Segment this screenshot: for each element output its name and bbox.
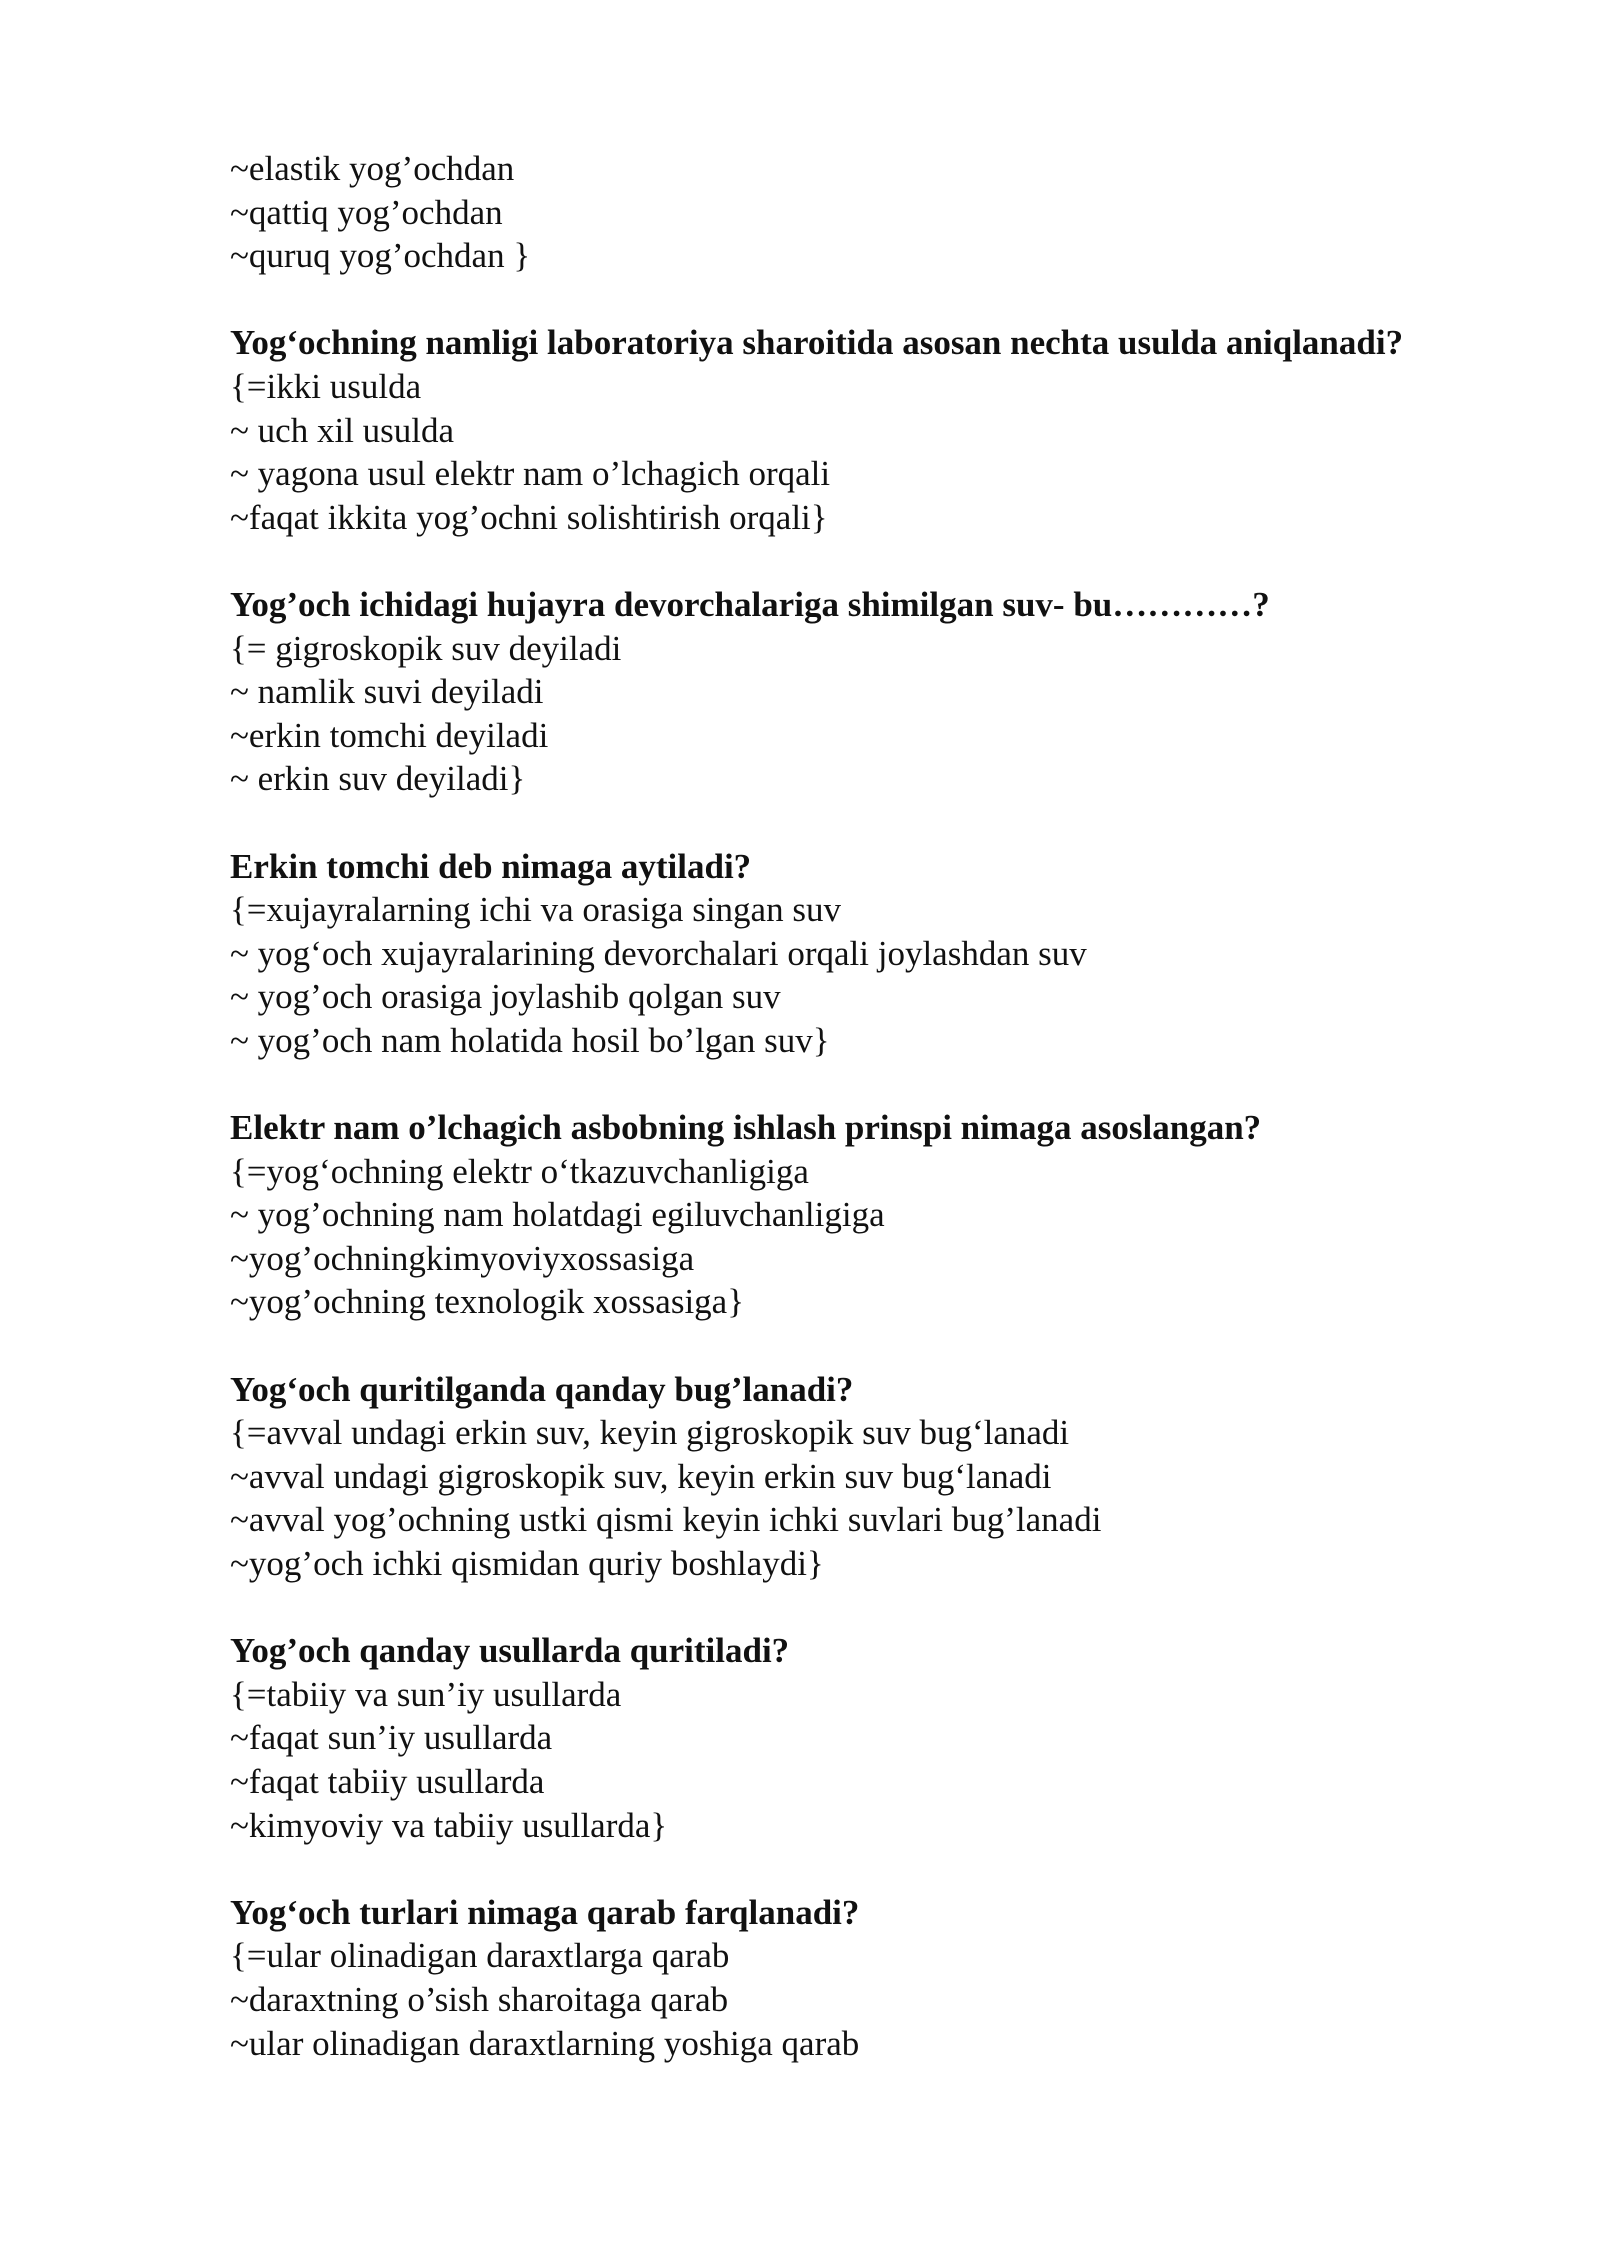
document-page — [230, 147, 1496, 2065]
question-block-3 — [230, 845, 1496, 1063]
answer-option: ~erkin tomchi deyiladi — [230, 715, 549, 755]
answer-option-correct: {=yog‘ochning elektr o‘tkazuvchanligiga — [230, 1151, 809, 1191]
question-text: Yog‘ochning namligi laboratoriya sharoitida asosan nechta usulda aniqlanadi? — [230, 323, 1404, 363]
answer-option: ~ namlik suvi deyiladi — [230, 672, 544, 712]
answer-option: ~faqat sun’iy usullarda — [230, 1718, 553, 1758]
answer-option: ~yog’ochningkimyoviyxossasiga — [230, 1238, 695, 1278]
answer-option: ~ yog’och nam holatida hosil bo’lgan suv} — [230, 1020, 830, 1060]
question-text: Yog’och ichidagi hujayra devorchalariga shimilgan suv- bu…………? — [230, 584, 1270, 624]
answer-option: ~faqat ikkita yog’ochni solishtirish orqali} — [230, 497, 828, 537]
question-text: Elektr nam o’lchagich asbobning ishlash prinspi nimaga asoslangan? — [230, 1108, 1262, 1148]
answer-option: ~avval undagi gigroskopik suv, keyin erkin suv bug‘lanadi — [230, 1456, 1052, 1496]
question-block-1 — [230, 321, 1496, 539]
answer-option: ~daraxtning o’sish sharoitaga qarab — [230, 1979, 729, 2019]
answer-option-correct: {=avval undagi erkin suv, keyin gigroskopik suv bug‘lanadi — [230, 1413, 1070, 1453]
answer-option: ~ erkin suv deyiladi} — [230, 759, 526, 799]
answer-option-correct: {=ular olinadigan daraxtlarga qarab — [230, 1936, 730, 1976]
question-text: Yog‘och turlari nimaga qarab farqlanadi? — [230, 1892, 860, 1932]
answer-option-correct: {=tabiiy va sun’iy usullarda — [230, 1674, 622, 1714]
question-block-2 — [230, 583, 1496, 801]
question-block-6 — [230, 1629, 1496, 1847]
answer-option: ~kimyoviy va tabiiy usullarda} — [230, 1805, 668, 1845]
answer-option: ~quruq yog’ochdan } — [230, 236, 531, 276]
answer-option: ~faqat tabiiy usullarda — [230, 1761, 545, 1801]
answer-option: ~ uch xil usulda — [230, 410, 455, 450]
answer-option: ~qattiq yog’ochdan — [230, 192, 503, 232]
answer-option: ~ular olinadigan daraxtlarning yoshiga qarab — [230, 2023, 860, 2063]
answer-option-correct: {= gigroskopik suv deyiladi — [230, 628, 622, 668]
answer-option-correct: {=xujayralarning ichi va orasiga singan suv — [230, 890, 841, 930]
question-block-5 — [230, 1368, 1496, 1586]
question-text: Erkin tomchi deb nimaga aytiladi? — [230, 846, 752, 886]
question-text: Yog’och qanday usullarda quritiladi? — [230, 1631, 790, 1671]
answer-option: ~elastik yog’ochdan — [230, 149, 515, 188]
question-block-7 — [230, 1891, 1496, 2065]
answer-option: ~ yog’ochning nam holatdagi egiluvchanligiga — [230, 1195, 885, 1235]
answer-option: ~yog’och ichki qismidan quriy boshlaydi} — [230, 1544, 824, 1583]
question-text: Yog‘och quritilganda qanday bug’lanadi? — [230, 1369, 854, 1409]
answer-option: ~ yagona usul elektr nam o’lchagich orqali — [230, 454, 831, 494]
question-block-4 — [230, 1106, 1496, 1324]
answer-option-correct: {=ikki usulda — [230, 366, 422, 406]
answer-option: ~ yog‘och xujayralarining devorchalari orqali joylashdan suv — [230, 933, 1087, 973]
answer-option: ~yog’ochning texnologik xossasiga} — [230, 1282, 745, 1322]
answer-option: ~ yog’och orasiga joylashib qolgan suv — [230, 977, 781, 1017]
answer-option: ~avval yog’ochning ustki qismi keyin ichki suvlari bug’lanadi — [230, 1500, 1102, 1540]
intro-options — [230, 147, 1496, 278]
